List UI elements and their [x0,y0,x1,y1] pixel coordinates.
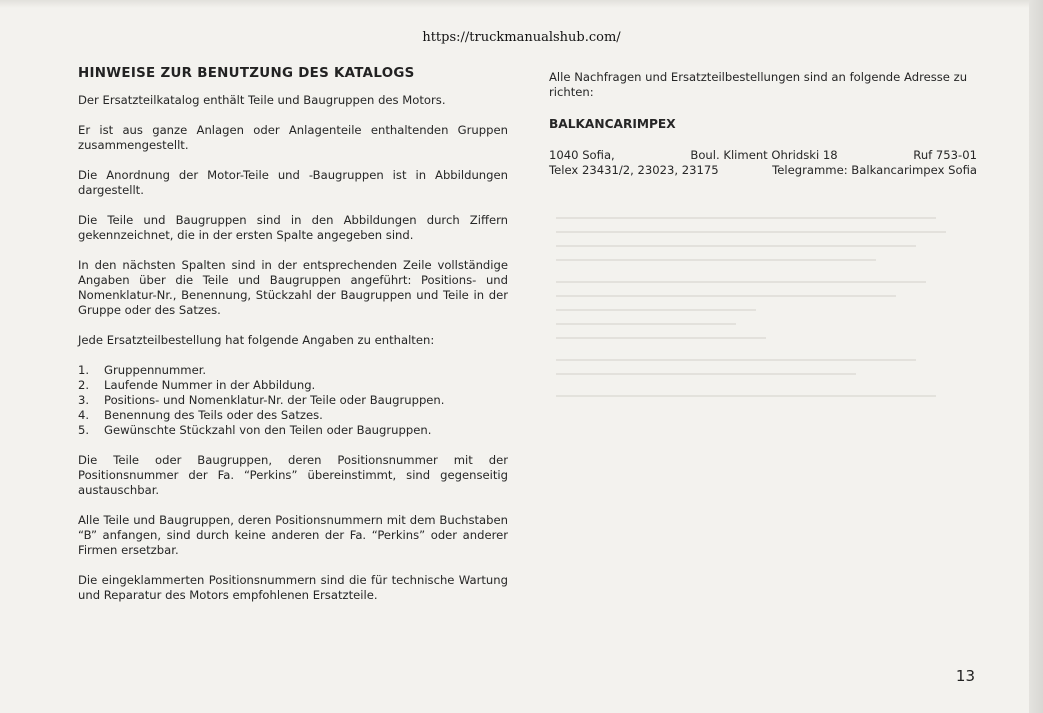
address-line-2 [549,163,977,178]
address-line-1 [549,148,977,163]
address-city: 1040 Sofia, [549,148,615,162]
company-name: BALKANCARIMPEX [549,117,676,131]
right-column [549,70,977,178]
list-item [78,393,508,408]
paragraph: Der Ersatzteilkatalog enthält Teile und Baugruppen des Motors. [78,93,446,107]
paragraph: Die Teile oder Baugruppen, deren Positionsnummer mit der Positionsnummer der Fa. “Perkins” übereinstimmt, sind gegenseitig austauschbar. [78,453,508,497]
section-heading: HINWEISE ZUR BENUTZUNG DES KATALOGS [78,66,415,81]
address-telegram: Telegramme: Balkancarimpex Sofia [772,163,977,177]
list-item [78,423,508,438]
list-number: 3. [78,393,90,407]
list-text: Gruppennummer. [104,363,207,377]
page-right-edge [1029,0,1043,713]
list-text: Benennung des Teils oder des Satzes. [104,408,323,422]
address-telex: Telex 23431/2, 23023, 23175 [549,163,719,177]
bleed-through-texture [556,205,956,545]
list-text: Gewünschte Stückzahl von den Teilen oder Baugruppen. [104,423,432,437]
paragraph: Er ist aus ganze Anlagen oder Anlagenteile enthaltenden Gruppen zusammengestellt. [78,123,508,152]
address-phone: Ruf 753-01 [913,148,977,162]
paragraph: Die Teile und Baugruppen sind in den Abbildungen durch Ziffern gekennzeichnet, die in der ersten Spalte angegeben sind. [78,213,508,242]
paragraph: Alle Teile und Baugruppen, deren Positionsnummern mit dem Buchstaben “B” anfangen, sind durch keine anderen der Fa. “Perkins” oder anderer Firmen ersetzbar. [78,513,508,557]
address-intro: Alle Nachfragen und Ersatzteilbestellungen sind an folgende Adresse zu richten: [549,70,968,99]
paragraph: In den nächsten Spalten sind in der entsprechenden Zeile vollständige Angaben über die Teile und Baugruppen angeführt: Positions- und Nomenklatur-Nr., Benennung, Stückzahl der Baugruppen und Teile in der Gruppe oder des Satzes. [78,258,508,317]
page-top-edge [0,0,1043,8]
list-number: 1. [78,363,90,377]
list-number: 2. [78,378,90,392]
list-item [78,378,508,393]
page-number: 13 [955,667,975,685]
source-url: https://truckmanualshub.com/ [422,30,621,45]
list-text: Positions- und Nomenklatur-Nr. der Teile oder Baugruppen. [104,393,445,407]
left-column [78,66,508,618]
list-item [78,363,508,378]
list-number: 4. [78,408,90,422]
list-text: Laufende Nummer in der Abbildung. [104,378,316,392]
order-details-list [78,363,508,438]
list-number: 5. [78,423,90,437]
paragraph: Jede Ersatzteilbestellung hat folgende Angaben zu enthalten: [78,333,435,347]
paragraph: Die Anordnung der Motor-Teile und -Baugruppen ist in Abbildungen dargestellt. [78,168,508,197]
list-item [78,408,508,423]
address-street: Boul. Kliment Ohridski 18 [690,148,838,162]
paragraph: Die eingeklammerten Positionsnummern sind die für technische Wartung und Reparatur des Motors empfohlenen Ersatzteile. [78,573,508,602]
